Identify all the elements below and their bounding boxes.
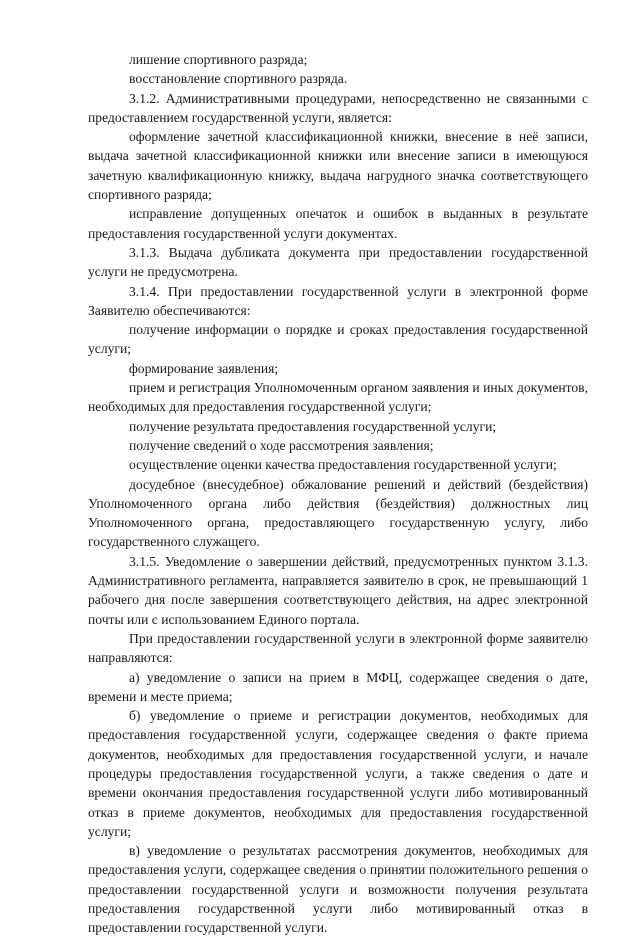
- paragraph-19: в) уведомление о результатах рассмотрения документов, необходимых для предоставления услуги, содержащее сведения о принятии положительного решения о предоставлении государственной услуги и возможности получения результата предоставления государственной услуги либо мотивированный отказ в предоставлении государственной услуги.: [88, 843, 588, 936]
- paragraph-6: 3.1.3. Выдача дубликата документа при предоставлении государственной услуги не предусмотрена.: [88, 244, 588, 280]
- paragraph-15: 3.1.5. Уведомление о завершении действий, предусмотренных пунктом 3.1.3. Административного регламента, направляется заявителю в срок, не превышающий 1 рабочего дня после завершения соответствующего действия, на адрес электронной почты или с использованием Единого портала.: [88, 553, 588, 627]
- paragraph-14: досудебное (внесудебное) обжалование решений и действий (бездействия) Уполномоченного органа либо действия (бездействия) должностных лиц Уполномоченного органа, предоставляющего государственную услугу, либо государственного служащего.: [88, 476, 588, 550]
- paragraph-16: При предоставлении государственной услуги в электронной форме заявителю направляются:: [88, 630, 588, 666]
- document-page: [88, 50, 588, 938]
- paragraph-7: 3.1.4. При предоставлении государственной услуги в электронной форме Заявителю обеспечиваются:: [88, 283, 588, 318]
- paragraph-2: восстановление спортивного разряда.: [129, 71, 348, 87]
- paragraph-17: а) уведомление о записи на прием в МФЦ, содержащее сведения о дате, времени и месте приема;: [88, 669, 588, 704]
- paragraph-8: получение информации о порядке и сроках предоставления государственной услуги;: [88, 322, 588, 357]
- paragraph-13: осуществление оценки качества предоставления государственной услуги;: [129, 457, 557, 473]
- paragraph-12: получение сведений о ходе рассмотрения заявления;: [129, 437, 434, 453]
- paragraph-9: формирование заявления;: [129, 360, 279, 376]
- paragraph-5: исправление допущенных опечаток и ошибок в выданных в результате предоставления государственной услуги документах.: [88, 206, 588, 241]
- paragraph-18: б) уведомление о приеме и регистрации документов, необходимых для предоставления государственной услуги, содержащее сведения о факте приема документов, необходимых для предоставления государственной услуги, и начале процедуры предоставления государственной услуги, а также сведения о дате и времени окончания предоставления государственной услуги либо мотивированный отказ в приеме документов, необходимых для предоставления государственной услуги;: [88, 708, 588, 839]
- paragraph-4: оформление зачетной классификационной книжки, внесение в неё записи, выдача зачетной классификационной книжки или внесение записи в имеющуюся зачетную квалификационную книжку, выдача нагрудного значка соответствующего спортивного разряда;: [88, 129, 588, 203]
- paragraph-1: лишение спортивного разряда;: [129, 52, 308, 67]
- paragraph-11: получение результата предоставления государственной услуги;: [129, 418, 497, 434]
- paragraph-10: прием и регистрация Уполномоченным органом заявления и иных документов, необходимых для предоставления государственной услуги;: [88, 380, 588, 415]
- paragraph-3: 3.1.2. Административными процедурами, непосредственно не связанными с предоставлением государственной услуги, является:: [88, 90, 588, 125]
